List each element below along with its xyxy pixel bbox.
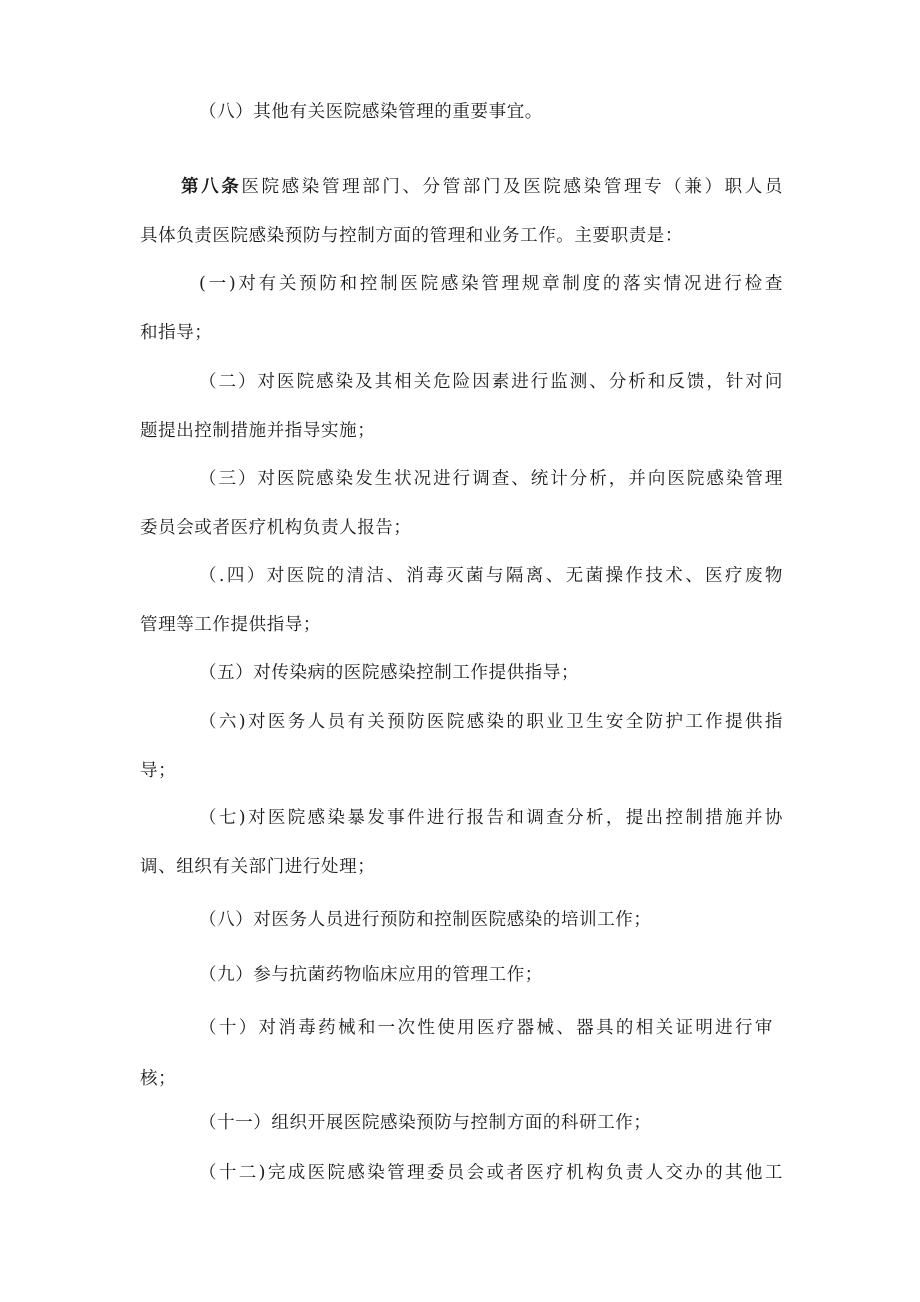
duty-7-line-2: 调、组织有关部门进行处理；: [140, 857, 376, 877]
duty-2-line-1: （二）对医院感染及其相关危险因素进行监测、分析和反馈，针对问: [199, 372, 783, 392]
duty-10-line-2: 核；: [140, 1069, 177, 1089]
duty-5-line-1: （五）对传染病的医院感染控制工作提供指导；: [199, 663, 580, 683]
duty-6-line-1: （六)对医务人员有关预防医院感染的职业卫生安全防护工作提供指: [199, 712, 783, 732]
duty-3-line-2: 委员会或者医疗机构负责人报告；: [140, 518, 412, 538]
duty-12-line-1: （十二)完成医院感染管理委员会或者医疗机构负责人交办的其他工: [199, 1163, 783, 1183]
duty-7-line-1: （七)对医院感染暴发事件进行报告和调查分析，提出控制措施并协: [199, 808, 783, 828]
item-other-matters: （八）其他有关医院感染管理的重要事宜。: [199, 102, 543, 122]
duty-1-line-2: 和指导；: [140, 323, 213, 343]
duty-3-line-1: （三）对医院感染发生状况进行调查、统计分析，并向医院感染管理: [199, 469, 783, 489]
duty-11-line-1: （十一）组织开展医院感染预防与控制方面的科研工作；: [199, 1113, 652, 1133]
duty-6-line-2: 导；: [140, 761, 177, 781]
duty-10-line-1: （十）对消毒药械和一次性使用医疗器械、器具的相关证明进行审: [199, 1018, 773, 1038]
duty-8-line-1: （八）对医务人员进行预防和控制医院感染的培训工作；: [199, 910, 652, 930]
article-8-text-1: 医院感染管理部门、分管部门及医院感染管理专（兼）职人员: [241, 177, 783, 197]
duty-9-line-1: （九）参与抗菌药物临床应用的管理工作；: [199, 965, 543, 985]
article-8-line-1: [181, 175, 783, 199]
duty-4-line-1: （.四）对医院的清洁、消毒灭菌与隔离、无菌操作技术、医疗废物: [199, 566, 783, 586]
duty-1-line-1: (一)对有关预防和控制医院感染管理规章制度的落实情况进行检查: [199, 274, 783, 294]
article-label: 第八条: [181, 177, 242, 197]
duty-4-line-2: 管理等工作提供指导；: [140, 615, 321, 635]
article-8-line-2: 具体负责医院感染预防与控制方面的管理和业务工作。主要职责是：: [140, 226, 683, 246]
duty-2-line-2: 题提出控制措施并指导实施；: [140, 421, 376, 441]
